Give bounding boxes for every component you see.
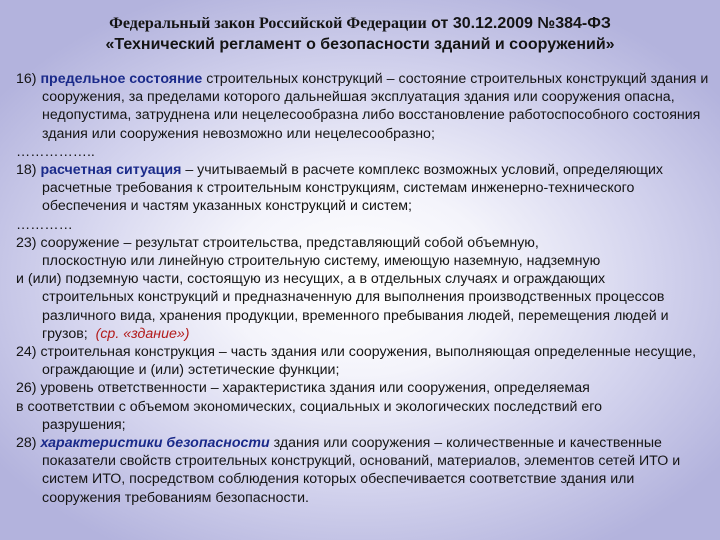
definition-line: плоскостную или линейную строительную систему, имеющую наземную, надземную: [42, 253, 601, 270]
definition-line: и (или) подземную части, состоящую из несущих, а в отдельных случаях и ограждающих: [16, 271, 606, 288]
term-safety-characteristics: характеристики безопасности: [40, 435, 270, 452]
definition-line: разрушения;: [42, 416, 126, 433]
term-limit-state: предельное состояние: [40, 71, 203, 87]
law-name: Федеральный закон Российской Федерации: [109, 15, 427, 32]
law-date-number: от 30.12.2009 №384-ФЗ: [431, 15, 611, 32]
definition-text: здания или сооружения – количественные и качественные показатели свойств строительных конструкций, оснований, материалов, элементов сетей ИТО и систем ИТО, посредством соблюдения которых обеспечивается соответствие здания или сооружения требованиям безопасности.: [42, 435, 681, 506]
item-number: 16): [16, 71, 37, 87]
title-line-1: [0, 13, 720, 34]
item-number: 28): [16, 435, 37, 452]
definition-text: строительных конструкций – состояние строительных конструкций здания и сооружения, за пределами которого дальнейшая эксплуатация здания или сооружения опасна, недопустима, затруднена или нецелесообразна либо восстановление работоспособного состояния здания или сооружения невозможно или нецелесообразно;: [42, 71, 709, 142]
definition-text: – учитываемый в расчете комплекс возможных условий, определяющих расчетные требования к строительным конструкциям, системам инженерно-технического обеспечения и частям указанных конструкций и систем;: [42, 162, 663, 215]
definitions-list: [16, 70, 712, 507]
definition-28: [16, 434, 712, 507]
definition-text: [16, 288, 712, 343]
definition-rest: строительных конструкций и предназначенную для выполнения производственных процессов различного вида, хранения продукции, временного пребывания людей, перемещения людей и грузов;: [42, 289, 669, 342]
definition-26: [16, 379, 712, 434]
definition-line: 23) сооружение – результат строительства, представляющий собой объемную,: [16, 234, 539, 251]
definition-24: 24) строительная конструкция – часть здания или сооружения, выполняющая определенные несущие, ограждающие и (или) эстетические функции;: [16, 344, 697, 379]
cross-reference: (ср. «здание»): [95, 325, 190, 342]
ellipsis-separator: …………: [16, 216, 73, 233]
definition-23: [16, 234, 712, 343]
title-line-2: «Технический регламент о безопасности зданий и сооружений»: [105, 36, 615, 53]
document-title: [0, 13, 720, 55]
item-number: 18): [16, 162, 37, 179]
ellipsis-separator: ……………..: [16, 143, 95, 160]
definition-line: в соответствии с объемом экономических, социальных и экологических последствий его: [16, 398, 603, 415]
definition-18: [16, 161, 712, 216]
definition-16: [16, 70, 712, 143]
term-design-situation: расчетная ситуация: [40, 162, 182, 179]
definition-line: 26) уровень ответственности – характеристика здания или сооружения, определяемая: [16, 380, 590, 397]
